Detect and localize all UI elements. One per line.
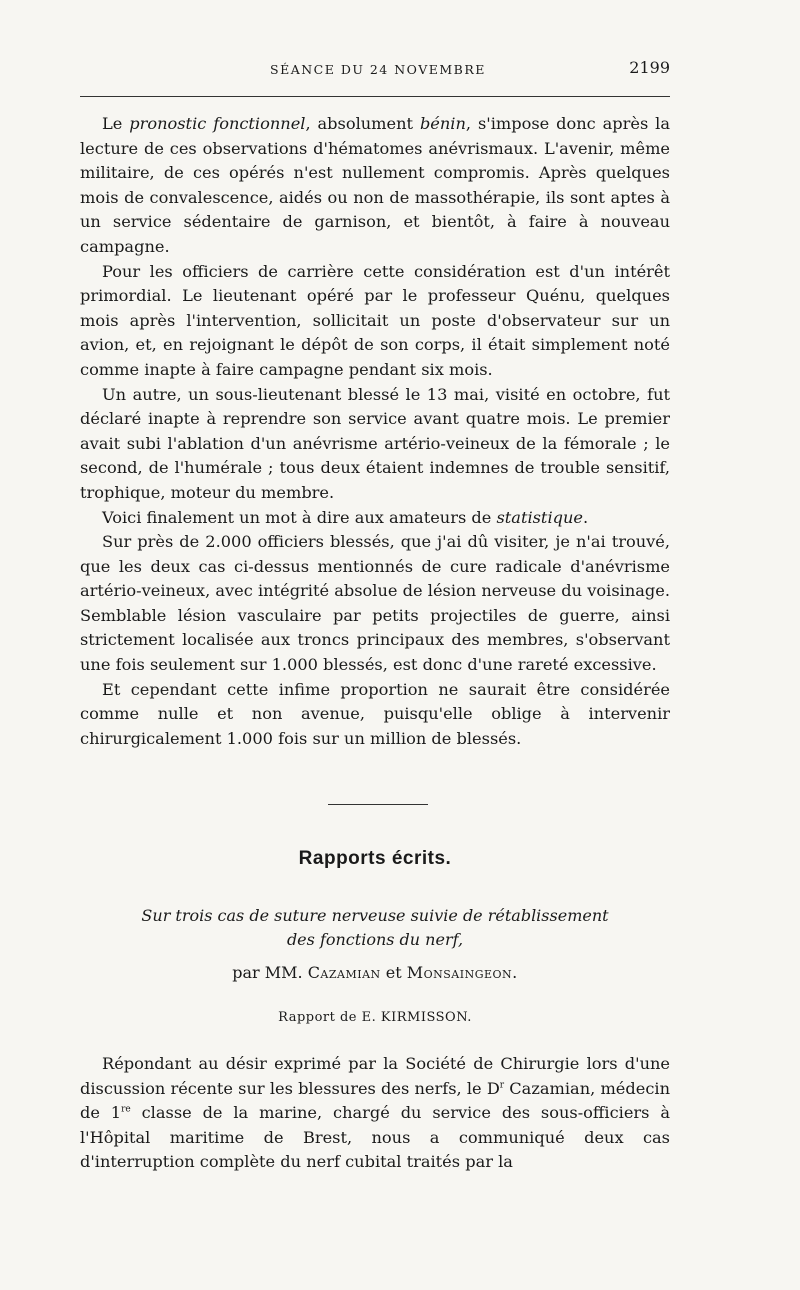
page (80, 0, 670, 1290)
author-monsaingeon: Monsaingeon. (406, 963, 518, 982)
running-header (80, 58, 670, 82)
emphasis-pronostic: pronostic fonctionnel (129, 114, 306, 133)
paragraph-5: Sur près de 2.000 officiers blessés, que j'ai dû visiter, je n'ai trouvé, que les deux cas ci-dessus mentionnés de cure radicale d'anévrisme artério-veineux, avec intégrité absolue de lésion nerveuse du voisinage. Semblable lésion vasculaire par petits projectiles de guerre, ainsi strictement localisée aux troncs principaux des membres, s'observant une fois seulement sur 1.000 blessés, est donc d'une rareté excessive. (80, 532, 670, 675)
closing-text (80, 1052, 670, 1175)
text-run: , absolument (305, 114, 420, 133)
section-separator (328, 804, 428, 805)
page-number: 2199 (629, 58, 670, 77)
text-run: classe de la marine, chargé du service des sous-officiers à l'Hôpital maritime de Brest, nous a communiqué deux cas d'interruption complète du nerf cubital traités par la (80, 1103, 670, 1172)
authors-joiner: et (385, 963, 402, 982)
emphasis-statistique: statistique (496, 507, 583, 527)
paragraph-6: Et cependant cette infime proportion ne saurait être considérée comme nulle et non avenue, puisqu'elle oblige à intervenir chirurgicalement 1.000 fois sur un million de blessés. (80, 679, 670, 748)
paragraph-2: Pour les officiers de carrière cette considération est d'un intérêt primordial. Le lieutenant opéré par le professeur Quénu, quelques mois après l'intervention, sollicitait un poste d'observateur sur un avion, et, en rejoignant le dépôt de son corps, il était simplement noté comme inapte à faire campagne pendant six mois. (80, 261, 670, 379)
superscript-r: r (499, 1080, 505, 1091)
subtitle-line-2: des fonctions du nerf, (286, 930, 464, 949)
superscript-re: re (121, 1104, 131, 1115)
authors-prefix: par MM. (232, 963, 303, 982)
report-subtitle (80, 904, 670, 952)
paragraph-3: Un autre, un sous-lieutenant blessé le 13 mai, visité en octobre, fut déclaré inapte à reprendre son service avant quatre mois. Le premier avait subi l'ablation d'un anévrisme artério-veineux de la fémorale ; le second, de l'humérale ; tous deux étaient indemnes de trouble sensitif, trophique, moteur du membre. (80, 384, 670, 502)
running-title: SÉANCE DU 24 NOVEMBRE (270, 62, 486, 77)
paragraph-4 (80, 506, 670, 531)
text-run: Voici finalement un mot à dire aux amateurs de (102, 507, 497, 527)
subtitle-line-1: Sur trois cas de suture nerveuse suivie de rétablissement (141, 906, 609, 925)
text-run: Le (102, 114, 130, 133)
paragraph-1 (80, 112, 670, 260)
text-run: Répondant au désir exprimé par la Société de Chirurgie lors d'une discussion récente sur les blessures des nerfs, le D (80, 1054, 670, 1098)
body-text (80, 112, 670, 751)
author-cazamian: Cazamian (307, 963, 381, 982)
authors-line (80, 963, 670, 982)
header-rule (80, 96, 670, 97)
section-title: Rapports écrits. (298, 848, 452, 869)
text-run: , s'impose donc après la lecture de ces observations d'hématomes anévrismaux. L'avenir, même militaire, de ces opérés n'est nullement compromis. Après quelques mois de convalescence, aidés ou non de massothérapie, ils sont aptes à un service sédentaire de garnison, et bientôt, à faire à nouveau campagne. (80, 114, 670, 256)
text-run: Cazamian, médecin de 1 (80, 1078, 670, 1123)
report-by: Rapport de E. KIRMISSON. (278, 1010, 472, 1025)
paragraph-closing (80, 1052, 670, 1175)
emphasis-benin: bénin (419, 114, 466, 133)
text-run: . (583, 507, 589, 527)
